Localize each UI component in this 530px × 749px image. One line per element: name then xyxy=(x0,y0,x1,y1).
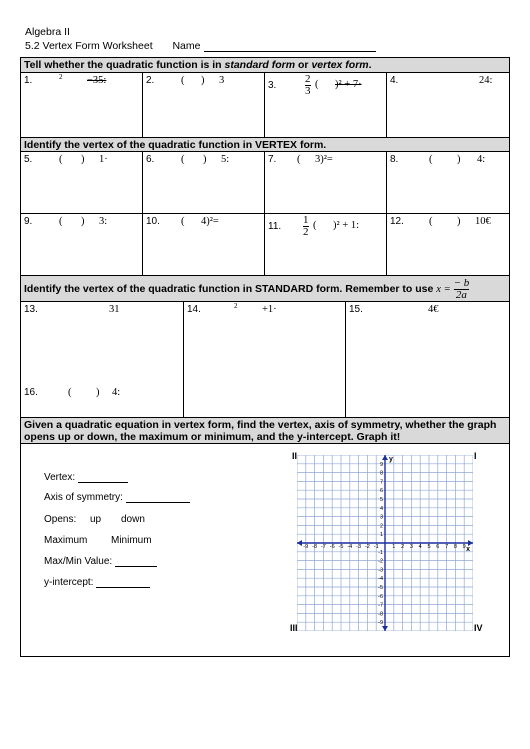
problem-13[interactable]: 13. 31 xyxy=(21,302,184,418)
y-axis-label: y xyxy=(389,456,393,463)
y-axis-arrow-up xyxy=(382,455,388,460)
x-tick-label: 4 xyxy=(418,544,422,550)
quadrant-4-label: IV xyxy=(474,623,483,633)
x-axis-label: x xyxy=(466,546,470,553)
vertex-blank[interactable] xyxy=(78,473,128,483)
coordinate-grid[interactable] xyxy=(297,455,473,631)
section-1-instructions: Tell whether the quadratic function is in standard form or vertex form. xyxy=(21,58,509,73)
quadrant-2-label: II xyxy=(292,451,298,461)
x-tick-label: 5 xyxy=(427,544,431,550)
axis-blank[interactable] xyxy=(126,493,190,503)
y-tick-label: 8 xyxy=(379,470,383,477)
maxmin-blank[interactable] xyxy=(115,557,157,567)
y-tick-label: 3 xyxy=(379,514,383,521)
problem-10[interactable]: 10. ( 4)²= xyxy=(143,214,265,276)
y-tick-label: -2 xyxy=(378,558,383,565)
y-tick-label: -5 xyxy=(378,585,383,591)
x-tick-label: -7 xyxy=(320,544,326,550)
maximum-option[interactable]: Maximum xyxy=(44,535,88,546)
x-tick-label: -2 xyxy=(364,544,370,550)
vertex-prompt: Vertex: xyxy=(44,472,128,483)
problem-8[interactable]: 8. ( ) 4: xyxy=(387,152,509,214)
worksheet-title: 5.2 Vertex Form Worksheet xyxy=(25,40,153,52)
y-tick-label: 6 xyxy=(379,488,383,495)
y-tick-label: -4 xyxy=(378,576,383,583)
y-tick-label: -6 xyxy=(378,593,383,600)
problem-4[interactable]: 4. 24: xyxy=(387,73,509,138)
yint-prompt: y-intercept: xyxy=(44,577,150,588)
y-tick-label: 1 xyxy=(379,532,383,539)
problem-14[interactable]: 14. 2 +1· xyxy=(184,302,346,418)
opens-up-option[interactable]: up xyxy=(90,514,102,525)
y-tick-label: 4 xyxy=(379,505,383,512)
x-tick-label: -5 xyxy=(338,544,344,550)
problem-11[interactable]: 11. $\frac{1}{2}$ ( )² + 1: xyxy=(265,214,387,276)
worksheet-title-row xyxy=(25,40,376,52)
name-field[interactable] xyxy=(204,41,376,52)
course-title: Algebra II xyxy=(25,26,70,38)
y-tick-label: -8 xyxy=(378,611,383,618)
quadrant-1-label: I xyxy=(474,451,477,461)
x-tick-label: -1 xyxy=(373,544,379,550)
y-tick-label: -3 xyxy=(378,567,383,574)
x-tick-label: 9 xyxy=(462,544,466,550)
section-3-instructions: Identify the vertex of the quadratic function in STANDARD form. Remember to use x = $\frac{- b}{2a}$ xyxy=(21,275,509,302)
y-tick-label: -1 xyxy=(378,549,383,556)
coordinate-grid-svg[interactable] xyxy=(297,455,473,631)
x-tick-label: 7 xyxy=(445,544,449,550)
y-tick-label: -7 xyxy=(378,602,383,609)
x-tick-label: 6 xyxy=(436,544,440,550)
y-tick-label: 2 xyxy=(379,523,383,530)
x-tick-label: -4 xyxy=(347,544,353,550)
x-tick-label: 2 xyxy=(401,544,405,550)
opens-prompt: Opens: up down xyxy=(44,514,145,525)
problem-6[interactable]: 6. ( ) 5: xyxy=(143,152,265,214)
minimum-option[interactable]: Minimum xyxy=(111,535,152,546)
problem-1[interactable]: 1. 2 −35: xyxy=(21,73,143,138)
y-tick-label: 9 xyxy=(379,461,383,468)
problem-7[interactable]: 7. ( 3)²= xyxy=(265,152,387,214)
problem-5[interactable]: 5. ( ) 1· xyxy=(21,152,143,214)
x-tick-label: -6 xyxy=(329,544,335,550)
opens-down-option[interactable]: down xyxy=(121,514,145,525)
y-axis-arrow-down xyxy=(382,626,388,631)
quadrant-3-label: III xyxy=(290,623,298,633)
maxmin-choice xyxy=(44,535,152,546)
x-tick-label: 1 xyxy=(392,544,396,550)
y-tick-label: 5 xyxy=(379,497,383,503)
y-tick-label: -9 xyxy=(378,620,383,627)
problem-2[interactable]: 2. ( ) 3 xyxy=(143,73,265,138)
yint-blank[interactable] xyxy=(96,578,150,588)
x-tick-label: 8 xyxy=(453,544,457,550)
problem-9[interactable]: 9. ( ) 3: xyxy=(21,214,143,276)
x-tick-label: 3 xyxy=(409,544,413,550)
problem-16[interactable]: 16. ( ) 4: xyxy=(24,387,121,398)
problem-12[interactable]: 12. ( ) 10€ xyxy=(387,214,509,276)
x-axis-arrow-left xyxy=(297,540,302,546)
x-tick-label: -8 xyxy=(312,544,318,550)
problem-3[interactable]: 3. $\frac{2}{3}$ ( )² + 7· xyxy=(265,73,387,138)
axis-prompt: Axis of symmetry: xyxy=(44,492,190,503)
maxmin-value-prompt: Max/Min Value: xyxy=(44,556,157,567)
x-tick-label: -9 xyxy=(303,544,309,550)
problem-15[interactable]: 15. 4€ xyxy=(346,302,509,418)
y-tick-label: 7 xyxy=(379,479,383,486)
name-label: Name xyxy=(172,40,201,52)
section-2-instructions: Identify the vertex of the quadratic function in VERTEX form. xyxy=(21,137,509,152)
x-tick-label: -3 xyxy=(356,544,362,550)
section-4-instructions: Given a quadratic equation in vertex form, find the vertex, axis of symmetry, whether the graph opens up or down, the maximum or minimum, and the y-intercept. Graph it! xyxy=(21,417,509,444)
